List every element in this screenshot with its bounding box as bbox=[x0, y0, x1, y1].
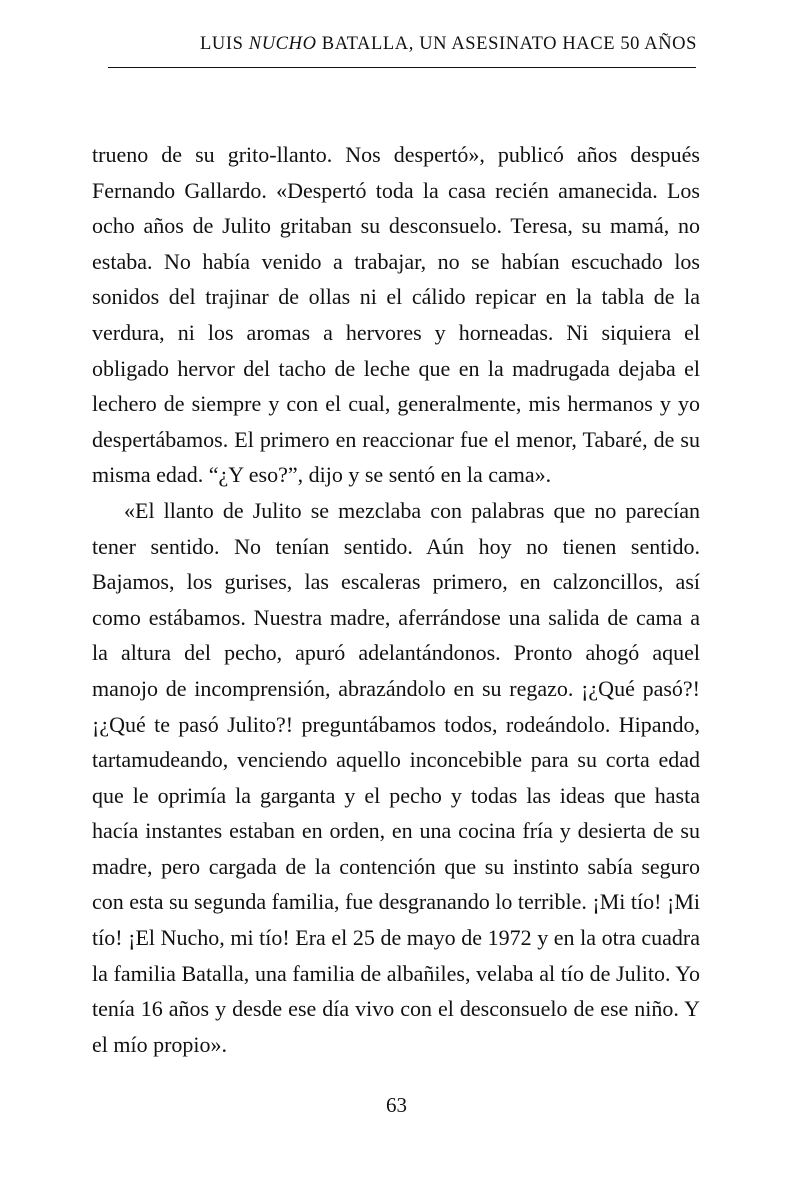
header-rule bbox=[108, 67, 696, 68]
running-header-author: LUIS bbox=[200, 34, 249, 54]
running-header-title: BATALLA, UN ASESINATO HACE 50 AÑOS bbox=[316, 34, 697, 54]
running-header bbox=[108, 34, 697, 55]
paragraph-1: trueno de su grito-llanto. Nos despertó», publicó años después Fernando Gallardo. «Despertó toda la casa recién amanecida. Los ocho años de Julito gritaban su desconsuelo. Teresa, su mamá, no estaba. No había venido a trabajar, no se habían escuchado los sonidos del trajinar de ollas ni el cálido repicar en la tabla de la verdura, ni los aromas a hervores y horneadas. Ni siquiera el obligado hervor del tacho de leche que en la madrugada dejaba el lechero de siempre y con el cual, generalmente, mis hermanos y yo despertábamos. El primero en reaccionar fue el menor, Tabaré, de su misma edad. “¿Y eso?”, dijo y se sentó en la cama». bbox=[92, 142, 700, 488]
running-header-nickname: NUCHO bbox=[248, 34, 317, 54]
paragraph-2: «El llanto de Julito se mezclaba con palabras que no parecían tener sentido. No tenían sentido. Aún hoy no tienen sentido. Bajamos, los gurises, las escaleras primero, en calzoncillos, así como estábamos. Nuestra madre, aferrándose una salida de cama a la altura del pecho, apuró adelantándonos. Pronto ahogó aquel manojo de incomprensión, abrazándolo en su regazo. ¡¿Qué pasó?! ¡¿Qué te pasó Julito?! preguntábamos todos, rodeándolo. Hipando, tartamudeando, venciendo aquello inconcebible para su corta edad que le oprimía la garganta y el pecho y todas las ideas que hasta hacía instantes estaban en orden, en una cocina fría y desierta de su madre, pero cargada de la contención que su instinto sabía seguro con esta su segunda familia, fue desgranando lo terrible. ¡Mi tío! ¡Mi tío! ¡El Nucho, mi tío! Era el 25 de mayo de 1972 y en la otra cuadra la familia Batalla, una familia de albañiles, velaba al tío de Julito. Yo tenía 16 años y desde ese día vivo con el desconsuelo de ese niño. Y el mío propio». bbox=[92, 497, 700, 1057]
body-text bbox=[92, 137, 700, 1062]
page-number: 63 bbox=[386, 1093, 407, 1117]
